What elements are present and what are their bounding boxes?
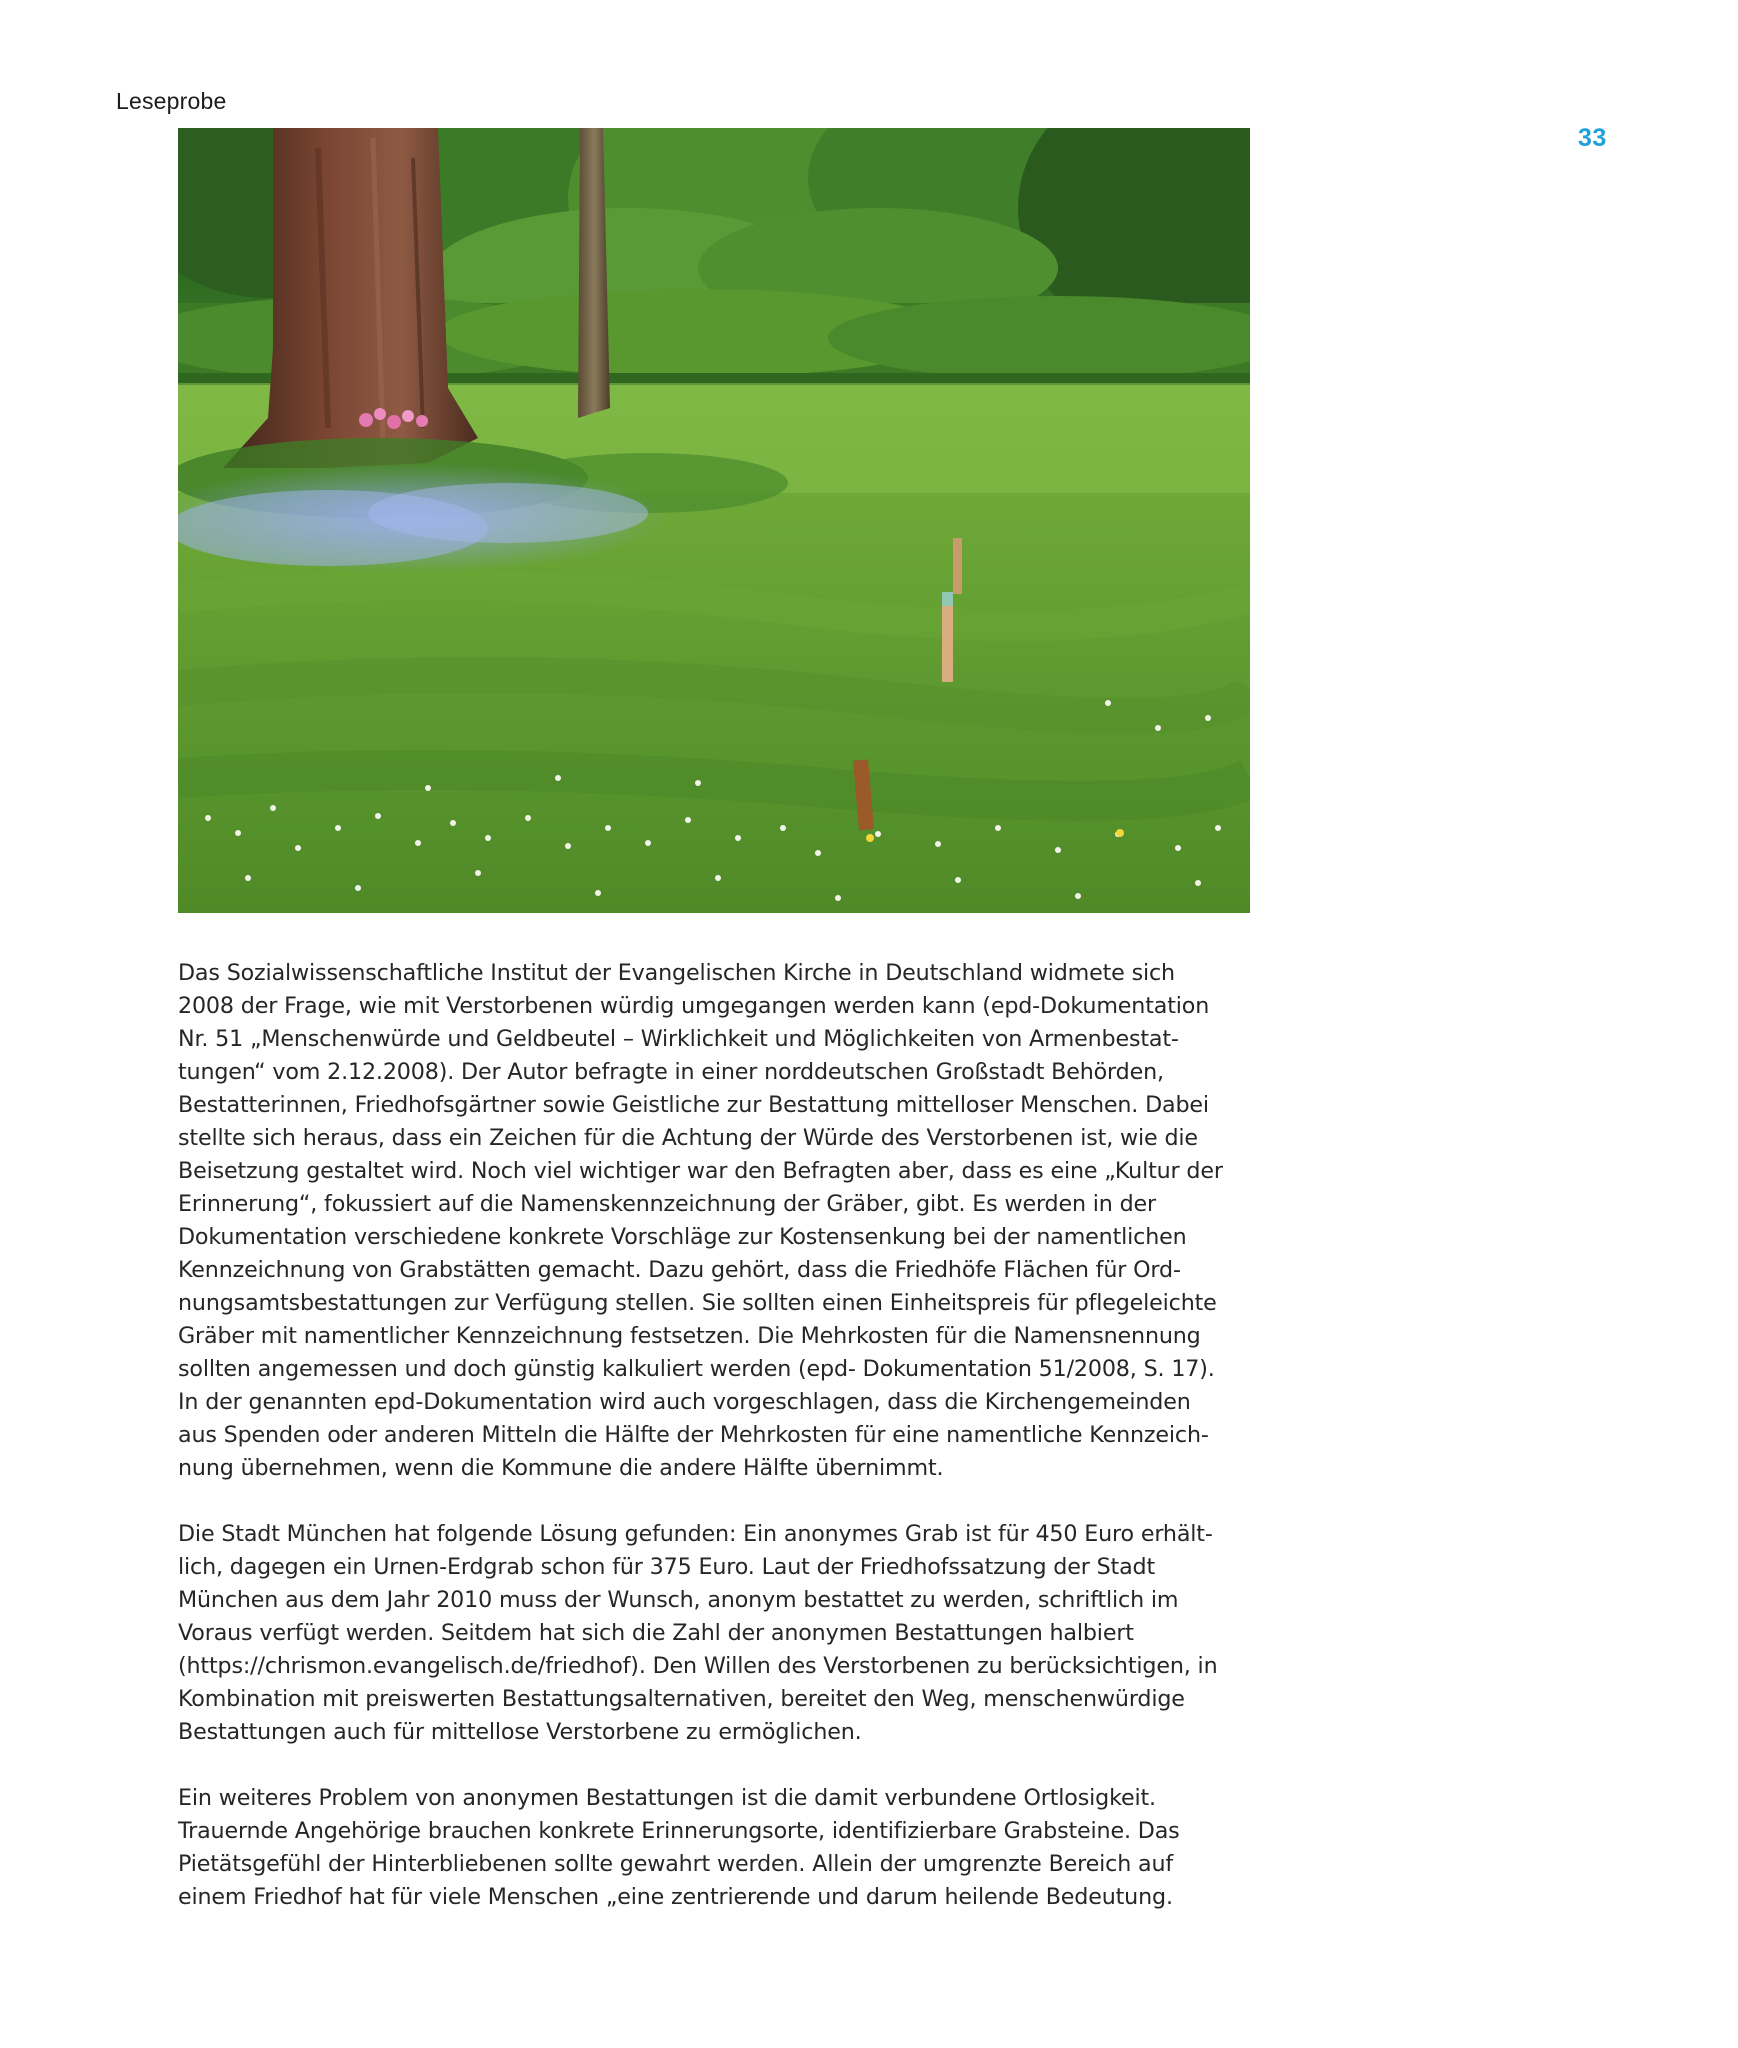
paragraph-3 [178, 1782, 1253, 1914]
text-line: (https://chrismon.evangelisch.de/friedhof). Den Willen des Verstorbenen zu berücksichtigen, in [178, 1653, 1218, 1679]
text-line: Die Stadt München hat folgende Lösung gefunden: Ein anonymes Grab ist für 450 Euro erhält- [178, 1521, 1213, 1547]
text-line: Bestatterinnen, Friedhofsgärtner sowie Geistliche zur Bestattung mittelloser Menschen. Dabei [178, 1092, 1209, 1118]
text-line: München aus dem Jahr 2010 muss der Wunsch, anonym bestattet zu werden, schriftlich im [178, 1587, 1179, 1613]
text-line: Beisetzung gestaltet wird. Noch viel wichtiger war den Befragten aber, dass es eine „Kultur der [178, 1158, 1223, 1184]
text-line: Ein weiteres Problem von anonymen Bestattungen ist die damit verbundene Ortlosigkeit. [178, 1785, 1156, 1811]
text-line: stellte sich heraus, dass ein Zeichen für die Achtung der Würde des Verstorbenen ist, wie die [178, 1125, 1198, 1151]
text-line: Das Sozialwissenschaftliche Institut der Evangelischen Kirche in Deutschland widmete sich [178, 960, 1175, 986]
text-line: Bestattungen auch für mittellose Verstorbene zu ermöglichen. [178, 1719, 862, 1745]
text-line: aus Spenden oder anderen Mitteln die Hälfte der Mehrkosten für eine namentliche Kennzeich- [178, 1422, 1209, 1448]
text-line: tungen“ vom 2.12.2008). Der Autor befragte in einer norddeutschen Großstadt Behörden, [178, 1059, 1164, 1085]
paragraph-1 [178, 957, 1253, 1485]
cemetery-meadow-photo [178, 128, 1250, 913]
text-line: einem Friedhof hat für viele Menschen „eine zentrierende und darum heilende Bedeutung. [178, 1884, 1173, 1910]
text-line: Pietätsgefühl der Hinterbliebenen sollte gewahrt werden. Allein der umgrenzte Bereich auf [178, 1851, 1174, 1877]
text-line: Voraus verfügt werden. Seitdem hat sich die Zahl der anonymen Bestattungen halbiert [178, 1620, 1134, 1646]
text-line: Kennzeichnung von Grabstätten gemacht. Dazu gehört, dass die Friedhöfe Flächen für Ord- [178, 1257, 1181, 1283]
text-line: Kombination mit preiswerten Bestattungsalternativen, bereitet den Weg, menschenwürdige [178, 1686, 1185, 1712]
paragraph-spacer [178, 1749, 1253, 1782]
text-line: In der genannten epd-Dokumentation wird auch vorgeschlagen, dass die Kirchengemeinden [178, 1389, 1191, 1415]
text-line: Erinnerung“, fokussiert auf die Namenskennzeichnung der Gräber, gibt. Es werden in der [178, 1191, 1157, 1217]
text-line: nungsamtsbestattungen zur Verfügung stellen. Sie sollten einen Einheitspreis für pflegeleichte [178, 1290, 1217, 1316]
paragraph-2 [178, 1518, 1253, 1749]
text-line: Gräber mit namentlicher Kennzeichnung festsetzen. Die Mehrkosten für die Namensnennung [178, 1323, 1201, 1349]
text-line: sollten angemessen und doch günstig kalkuliert werden (epd- Dokumentation 51/2008, S. 17). [178, 1356, 1215, 1382]
running-header: Leseprobe [116, 88, 227, 114]
body-text [178, 957, 1253, 1914]
text-line: Trauernde Angehörige brauchen konkrete Erinnerungsorte, identifizierbare Grabsteine. Das [178, 1818, 1180, 1844]
text-line: Dokumentation verschiedene konkrete Vorschläge zur Kostensenkung bei der namentlichen [178, 1224, 1187, 1250]
page-number: 33 [1578, 124, 1607, 152]
paragraph-spacer [178, 1485, 1253, 1518]
text-line: Nr. 51 „Menschenwürde und Geldbeutel – Wirklichkeit und Möglichkeiten von Armenbestat- [178, 1026, 1179, 1052]
text-line: lich, dagegen ein Urnen-Erdgrab schon für 375 Euro. Laut der Friedhofssatzung der Stadt [178, 1554, 1156, 1580]
text-line: nung übernehmen, wenn die Kommune die andere Hälfte übernimmt. [178, 1455, 944, 1481]
text-line: 2008 der Frage, wie mit Verstorbenen würdig umgegangen werden kann (epd-Dokumentation [178, 993, 1210, 1019]
